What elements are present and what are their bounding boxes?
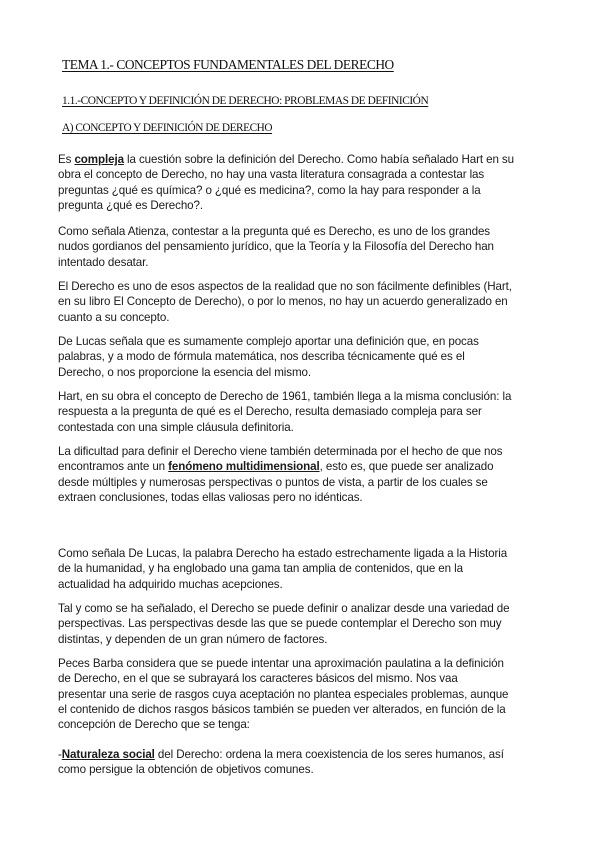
paragraph xyxy=(58,389,558,435)
text-line xyxy=(58,459,558,474)
paragraph xyxy=(58,747,558,778)
text-line: en su libro El Concepto de Derecho), o por lo menos, no hay un acuerdo generalizado en xyxy=(58,295,508,309)
text-line: perspectivas. Las perspectivas desde las que se puede contemplar el Derecho son muy xyxy=(58,617,502,631)
text-line: palabras, y a modo de fórmula matemática, nos describa técnicamente qué es el xyxy=(58,350,465,364)
text-line xyxy=(58,747,558,762)
text-line: contestada con una simple cláusula definitoria. xyxy=(58,420,294,434)
emphasized-term: compleja xyxy=(74,153,124,166)
paragraph xyxy=(58,152,558,213)
text-line: obra el concepto de Derecho, no hay una vasta literatura consagrada a contestar las xyxy=(58,168,485,182)
text-run: - xyxy=(58,748,62,761)
text-line: preguntas ¿qué es química? o ¿qué es medicina?, como la hay para responder a la xyxy=(58,183,481,197)
text-run: encontramos ante un xyxy=(58,460,169,474)
paragraph xyxy=(58,546,558,592)
paragraph xyxy=(58,334,558,380)
text-line: distintas, y dependen de un gran número de factores. xyxy=(58,632,328,646)
subsection-title: A) CONCEPTO Y DEFINICIÓN DE DERECHO xyxy=(62,122,273,134)
text-line: pregunta ¿qué es Derecho?. xyxy=(58,198,203,212)
chapter-title: TEMA 1.- CONCEPTOS FUNDAMENTALES DEL DERECHO xyxy=(62,57,394,72)
text-line: Hart, en su obra el concepto de Derecho de 1961, también llega a la misma conclusión: la xyxy=(58,390,512,403)
text-line: La dificultad para definir el Derecho viene también determinada por el hecho de que nos xyxy=(58,445,503,458)
paragraph xyxy=(58,601,558,647)
paragraph xyxy=(58,224,558,270)
text-line: como persigue la obtención de objetivos comunes. xyxy=(58,763,314,777)
text-line: intentado desatar. xyxy=(58,255,149,269)
text-line: de Derecho, en el que se subrayará los caracteres básicos del mismo. Nos vaa xyxy=(58,672,458,686)
text-line: actualidad ha adquirido muchas acepciones. xyxy=(58,577,283,591)
text-line: concepción de Derecho que se tenga: xyxy=(58,718,250,732)
text-line: El Derecho es uno de esos aspectos de la realidad que no son fácilmente definibles (Hart, xyxy=(58,280,512,293)
text-run: Es xyxy=(58,153,75,166)
text-line: respuesta a la pregunta de qué es el Derecho, resulta demasiado compleja para ser xyxy=(58,405,482,419)
paragraph xyxy=(58,656,558,732)
section-title: 1.1.-CONCEPTO Y DEFINICIÓN DE DERECHO: PROBLEMAS DE DEFINICIÓN xyxy=(62,95,429,107)
text-line: desde múltiples y numerosas perspectivas o puntos de vista, a partir de los cuales se xyxy=(58,475,488,489)
text-run: la cuestión sobre la definición del Derecho. Como había señalado Hart en su xyxy=(123,153,514,166)
text-line: nudos gordianos del pensamiento jurídico, que la Teoría y la Filosofía del Derecho han xyxy=(58,240,494,254)
text-line: el contenido de dichos rasgos básicos también se pueden ver alterados, en función de la xyxy=(58,702,506,716)
text-line xyxy=(58,152,558,167)
paragraph xyxy=(58,279,558,325)
text-line: Derecho, o nos proporcione la esencia del mismo. xyxy=(58,365,311,379)
text-run: del Derecho: ordena la mera coexistencia de los seres humanos, así xyxy=(154,748,504,761)
text-line: Peces Barba considera que se puede intentar una aproximación paulatina a la definición xyxy=(58,657,504,670)
text-line: de la humanidad, y ha englobado una gama tan amplia de contenidos, que en la xyxy=(58,562,463,576)
text-line: De Lucas señala que es sumamente complejo aportar una definición que, en pocas xyxy=(58,335,479,348)
text-line: presentar una serie de rasgos cuya aceptación no plantea especiales problemas, aunque xyxy=(58,687,509,701)
text-line: extraen conclusiones, todas ellas valiosas pero no idénticas. xyxy=(58,490,363,504)
text-run: , esto es, que puede ser analizado xyxy=(319,460,494,474)
text-line: Como señala Atienza, contestar a la pregunta qué es Derecho, es uno de los grandes xyxy=(58,225,491,238)
text-line: Como señala De Lucas, la palabra Derecho ha estado estrechamente ligada a la Historia xyxy=(58,547,508,560)
paragraph xyxy=(58,444,558,505)
text-line: cuanto a su concepto. xyxy=(58,310,170,324)
emphasized-term: fenómeno multidimensional xyxy=(168,460,320,474)
emphasized-term: Naturaleza social xyxy=(61,748,155,761)
text-line: Tal y como se ha señalado, el Derecho se puede definir o analizar desde una variedad de xyxy=(58,602,510,615)
